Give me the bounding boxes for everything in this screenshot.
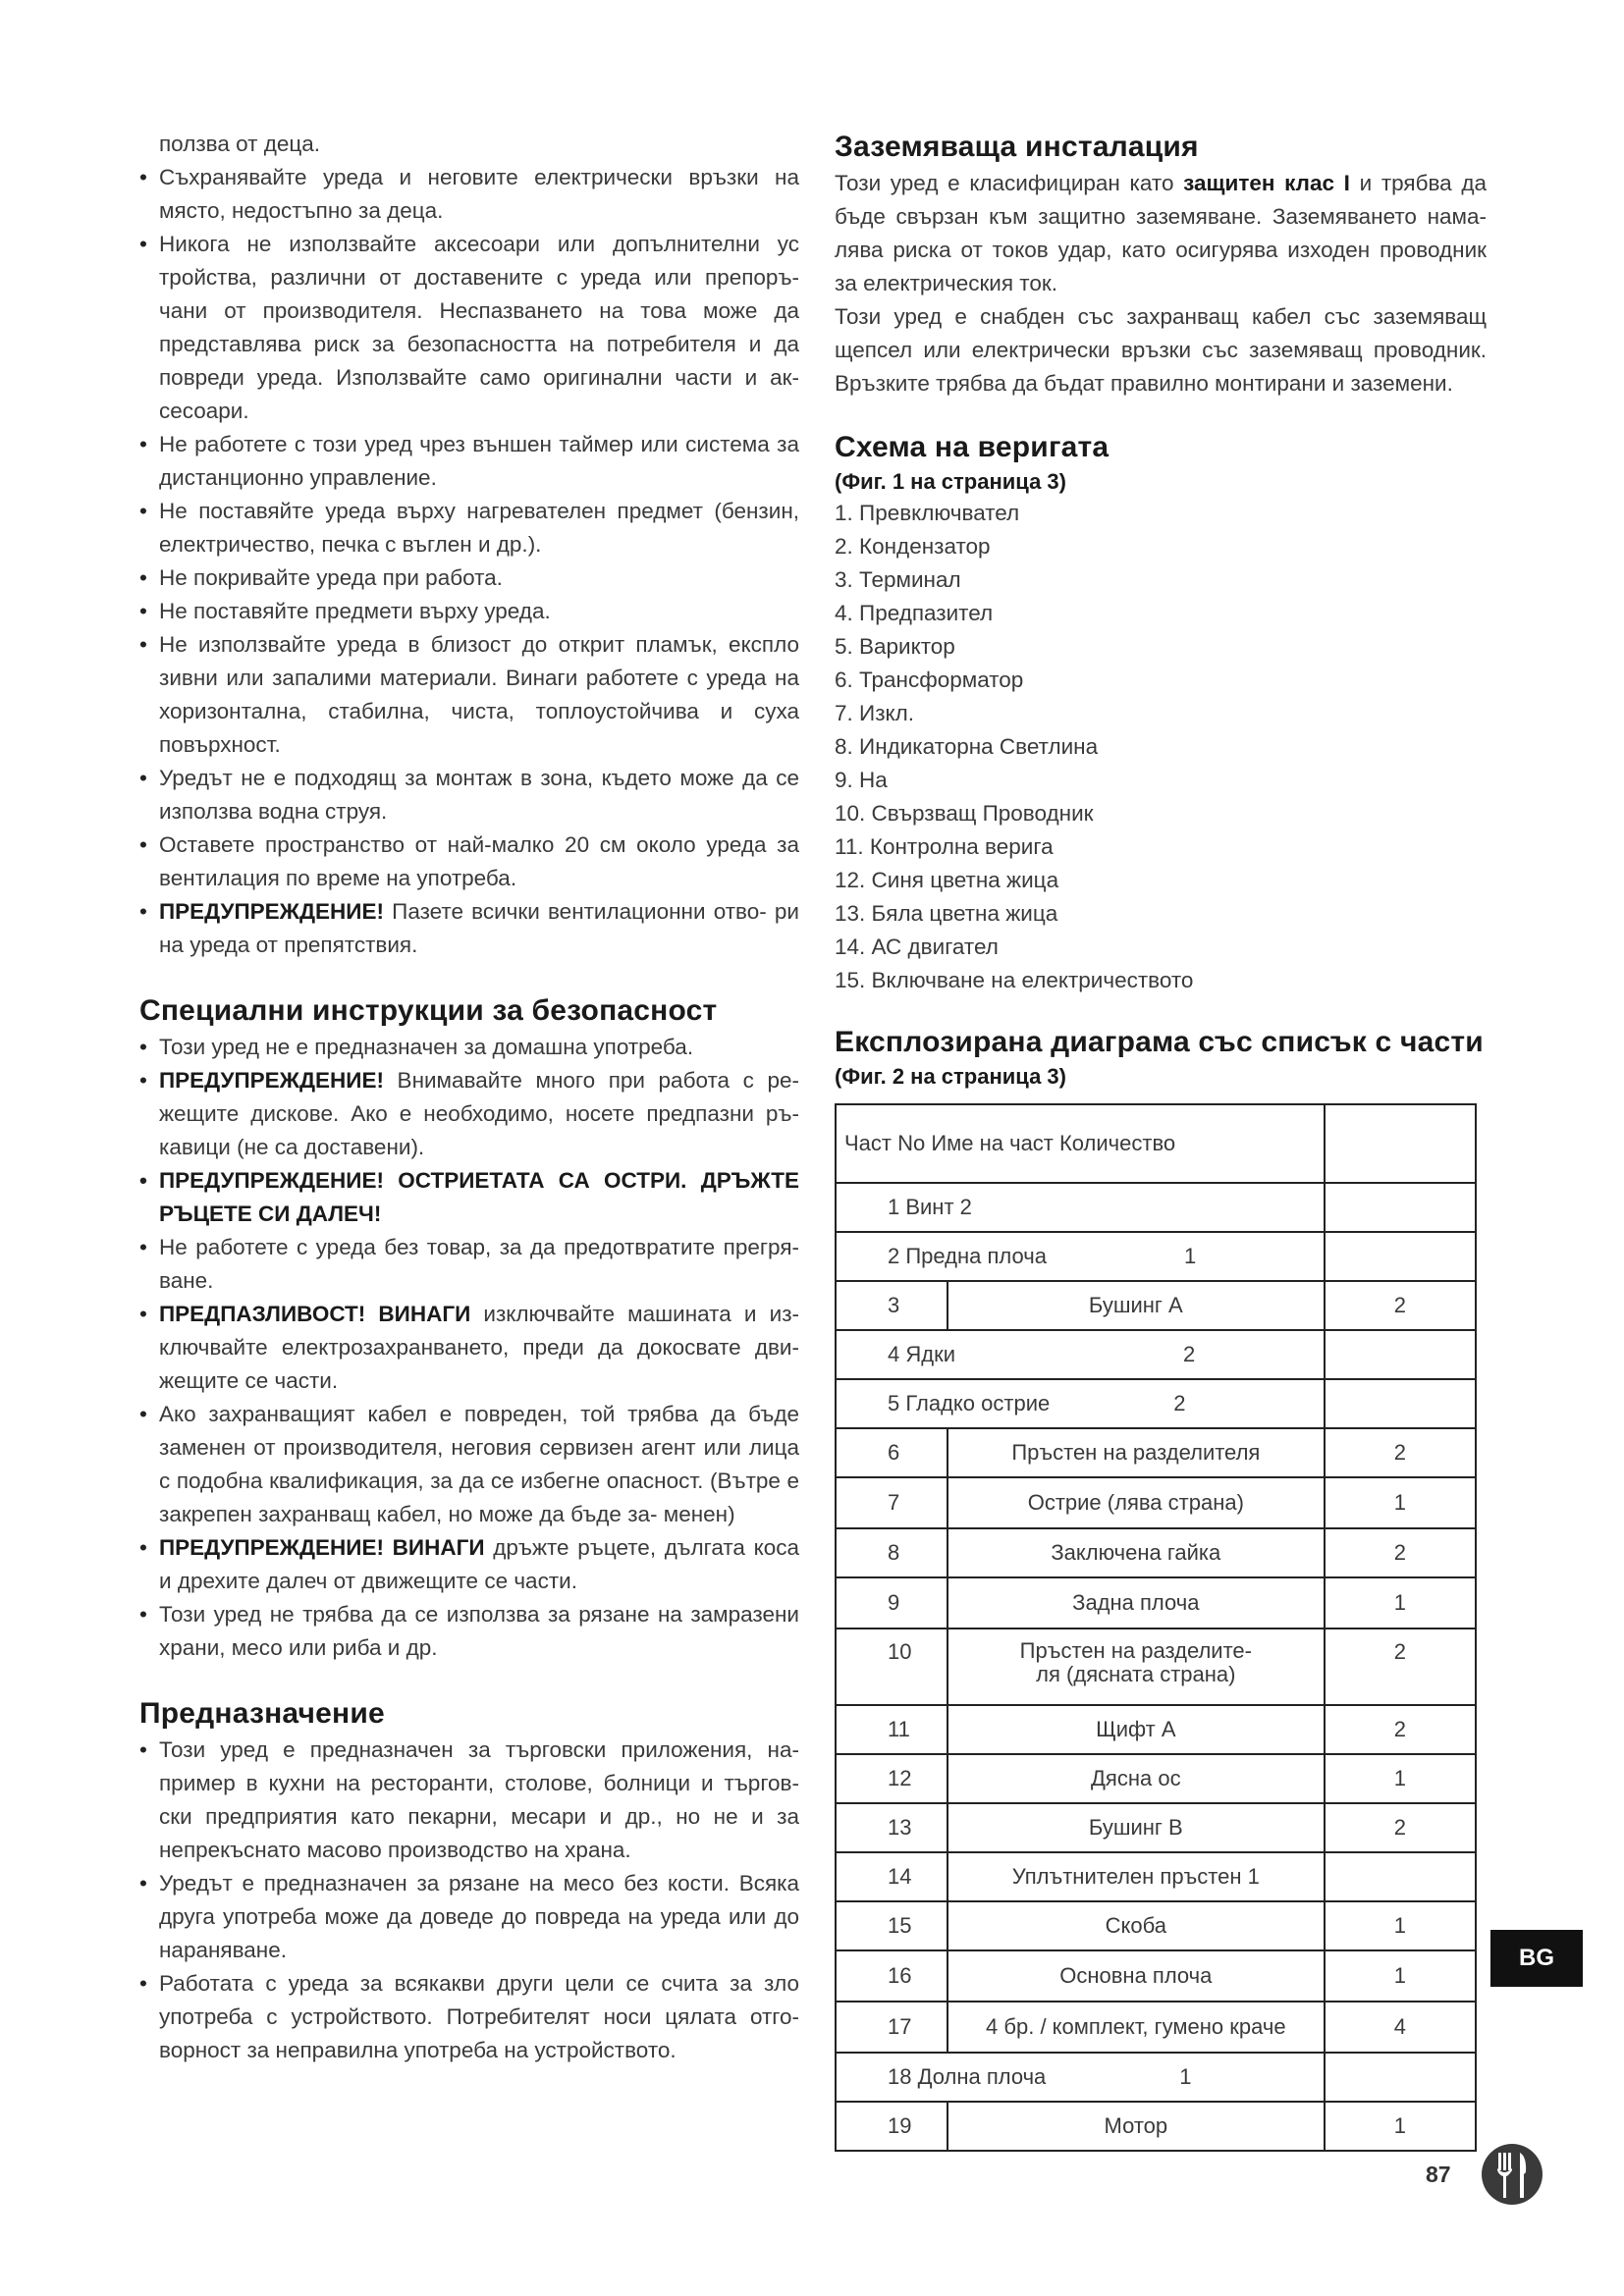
list-item: [139, 1531, 799, 1598]
circuit-figure-ref: (Фиг. 1 на страница 3): [835, 469, 1066, 494]
special-instructions-title: Специални инструкции за безопасност: [139, 994, 718, 1027]
list-item: 15. Включване на електричеството: [835, 968, 1194, 992]
table-row: [836, 2002, 1476, 2053]
list-item: • Не поставяйте уреда върху нагревателен предмет (бензин, електричество, печка с въглен и др.).: [139, 495, 799, 561]
table-cell: [1325, 2053, 1476, 2102]
protection-class: защитен клас I: [1183, 171, 1350, 195]
part-no: 11: [836, 1705, 947, 1754]
part-name-line: ля (дясната страна): [1036, 1662, 1236, 1686]
list-item: • Не използвайте уреда в близост до открит пламък, експло зивни или запалими материали. Винаги работете с уреда на хоризонтална, стабилна, чиста, топлоустойчива и суха повърхност.: [139, 628, 799, 762]
table-row: [836, 1803, 1476, 1852]
list-item: • Този уред е предназначен за търговски приложения, на- пример в кухни на ресторанти, столове, болници и търгов- ски предприятия като пекарни, месари и др., но не и за непрекъснато масово производство на храна.: [139, 1734, 799, 1867]
part-qty: 1: [1325, 1950, 1476, 2002]
list-item: [139, 1298, 799, 1398]
list-item: 11. Контролна верига: [835, 834, 1054, 859]
part-name: Бушинг B: [947, 1803, 1325, 1852]
list-item: [139, 1064, 799, 1164]
language-tab: BG: [1490, 1930, 1583, 1987]
part-no: 14: [836, 1852, 947, 1901]
part-no: 7: [836, 1477, 947, 1528]
part-name-line: Пръстен на разделите-: [1019, 1638, 1252, 1663]
table-row: [836, 2102, 1476, 2151]
table-row: [836, 1754, 1476, 1803]
parts-table: [835, 1103, 1477, 2152]
part-name: Пръстен на разделителя: [947, 1428, 1325, 1477]
list-item: • Уредът не е подходящ за монтаж в зона, където може да се използва водна струя.: [139, 762, 799, 828]
part-qty: 1: [1183, 1244, 1197, 1268]
cutlery-logo-icon: [1481, 2143, 1543, 2206]
part-qty: 2: [1173, 1391, 1186, 1415]
list-item: 10. Свързващ Проводник: [835, 801, 1094, 826]
list-item: • Не поставяйте предмети върху уреда.: [139, 595, 799, 628]
table-row: [836, 1330, 1476, 1379]
list-item: • Съхранявайте уреда и неговите електрически връзки на място, недостъпно за деца.: [139, 161, 799, 228]
table-row: [836, 1477, 1476, 1528]
table-cell: [836, 1330, 1325, 1379]
part-no: 12: [836, 1754, 947, 1803]
list-item: • Уредът е предназначен за рязане на месо без кости. Всяка друга употреба може да доведе до повреда на уреда или до нараняване.: [139, 1867, 799, 1967]
grounding-text: и трябва да бъде свързан към защитно заземяване. Заземяването нама- лява риска от токов удар, като осигурява изходен проводник за електрическия ток.: [835, 171, 1487, 295]
table-header: Част No Име на част Количество: [836, 1104, 1325, 1183]
part-qty: 1: [1325, 1477, 1476, 1528]
part-no: 10: [836, 1629, 947, 1705]
part-no: 15: [836, 1901, 947, 1950]
part-no: 6: [836, 1428, 947, 1477]
parts-title: Експлозирана диаграма със списък с части: [835, 1026, 1484, 1058]
part-no: 9: [836, 1577, 947, 1629]
table-row: [836, 1705, 1476, 1754]
part-qty: 1: [1325, 1754, 1476, 1803]
table-cell: 1 Винт 2: [836, 1183, 1325, 1232]
list-item: 5. Вариктор: [835, 634, 955, 659]
list-item: 6. Трансформатор: [835, 667, 1024, 692]
list-item: 12. Синя цветна жица: [835, 868, 1059, 892]
part-name: Заключена гайка: [947, 1528, 1325, 1577]
part-no: 19: [836, 2102, 947, 2151]
list-item: 4. Предпазител: [835, 601, 994, 625]
part-qty: 1: [1325, 1901, 1476, 1950]
part-name: 5 Гладко острие: [888, 1391, 1051, 1415]
table-cell: [1325, 1232, 1476, 1281]
list-item: • Никога не използвайте аксесоари или допълнителни ус тройства, различни от доставените с уреда или препоръ- чани от производителя. Неспазването на това може да представлява риск за безопасността на потребителя и да повреди уреда. Използвайте само оригинални части и ак- сесоари.: [139, 228, 799, 428]
list-item: 9. На: [835, 768, 888, 792]
part-qty: 2: [1325, 1705, 1476, 1754]
part-name: Щифт А: [947, 1705, 1325, 1754]
part-no: 17: [836, 2002, 947, 2053]
purpose-title: Предназначение: [139, 1697, 385, 1730]
warning-label: ПРЕДУПРЕЖДЕНИЕ!: [159, 899, 384, 924]
table-row: [836, 1629, 1476, 1705]
left-column: [139, 128, 799, 2067]
list-item: • Този уред не е предназначен за домашна употреба.: [139, 1031, 799, 1064]
table-row: [836, 1852, 1476, 1901]
part-name: Острие (лява страна): [947, 1477, 1325, 1528]
part-qty: 2: [1183, 1342, 1196, 1366]
warning-label: ПРЕДУПРЕЖДЕНИЕ! ВИНАГИ: [159, 1535, 485, 1560]
part-name: Бушинг А: [947, 1281, 1325, 1330]
warning-text: Внимавайте много при работа с ре- жещите дискове. Ако е необходимо, носете предпазни ръ- кавици (не са доставени).: [159, 1068, 799, 1159]
part-qty: 1: [1179, 2064, 1192, 2089]
part-name: 18 Долна плоча: [888, 2064, 1047, 2089]
parts-figure-ref: (Фиг. 2 на страница 3): [835, 1064, 1066, 1089]
part-name: Скоба: [947, 1901, 1325, 1950]
table-row: [836, 2053, 1476, 2102]
intro-continuation: ползва от деца.: [159, 132, 320, 156]
table-row: [836, 1577, 1476, 1629]
list-item: 14. АС двигател: [835, 934, 999, 959]
list-item: • Оставете пространство от най-малко 20 см около уреда за вентилация по време на употреба.: [139, 828, 799, 895]
list-item: • Ако захранващият кабел е повреден, той трябва да бъде заменен от производителя, неговия сервизен агент или лица с подобна квалификация, за да се избегне опасност. (Вътре е закрепен захранващ кабел, но може да бъде за- менен): [139, 1398, 799, 1531]
part-no: 8: [836, 1528, 947, 1577]
table-cell: [1325, 1379, 1476, 1428]
grounding-text: Този уред е класифициран като: [835, 171, 1184, 195]
right-column: [835, 128, 1487, 2152]
purpose-list: [139, 1734, 799, 2067]
list-item: 3. Терминал: [835, 567, 961, 592]
part-qty: 2: [1325, 1803, 1476, 1852]
part-qty: 2: [1325, 1629, 1476, 1705]
part-qty: 2: [1325, 1281, 1476, 1330]
part-name: Уплътнителен пръстен 1: [947, 1852, 1325, 1901]
list-item: • Не работете с уреда без товар, за да предотвратите прегря- ване.: [139, 1231, 799, 1298]
part-qty: 2: [1325, 1528, 1476, 1577]
list-item: • Този уред не трябва да се използва за рязане на замразени храни, месо или риба и др.: [139, 1598, 799, 1665]
part-qty: 1: [1325, 2102, 1476, 2151]
part-no: 13: [836, 1803, 947, 1852]
part-name: 4 Ядки: [888, 1342, 955, 1366]
list-item-warning: [139, 895, 799, 962]
table-cell: [836, 1379, 1325, 1428]
table-cell: [1325, 1330, 1476, 1379]
part-name: Дясна ос: [947, 1754, 1325, 1803]
table-cell: [836, 2053, 1325, 2102]
table-header-row: [836, 1104, 1476, 1183]
list-item: 13. Бяла цветна жица: [835, 901, 1058, 926]
list-item: 2. Кондензатор: [835, 534, 991, 559]
circuit-list: [835, 497, 1487, 997]
table-cell: [1325, 1183, 1476, 1232]
table-row: [836, 1950, 1476, 2002]
part-name: Мотор: [947, 2102, 1325, 2151]
table-cell: [836, 1232, 1325, 1281]
part-qty: 1: [1325, 1577, 1476, 1629]
table-row: [836, 1183, 1476, 1232]
part-no: 3: [836, 1281, 947, 1330]
table-row: [836, 1428, 1476, 1477]
part-name: 4 бр. / комплект, гумено краче: [947, 2002, 1325, 2053]
part-name: Задна плоча: [947, 1577, 1325, 1629]
part-name: Основна плоча: [947, 1950, 1325, 2002]
caution-text: изключвайте машината и из- ключвайте електрозахранването, преди да докосвате дви- жещите се части.: [159, 1302, 799, 1393]
grounding-paragraph-1: [835, 167, 1487, 300]
part-name: [947, 1629, 1325, 1705]
special-list: [139, 1031, 799, 1665]
grounding-title: Заземяваща инсталация: [835, 131, 1199, 163]
table-row: [836, 1379, 1476, 1428]
table-cell: [1325, 1852, 1476, 1901]
grounding-paragraph-2: Този уред е снабден със захранващ кабел със заземяващ щепсел или електрически връзки със заземяващ проводник. Връзките трябва да бъдат правилно монтирани и заземени.: [835, 304, 1487, 396]
warning-text: дръжте ръцете, дългата коса и дрехите далеч от движещите се части.: [159, 1535, 799, 1593]
warning-text: Пазете всички вентилационни отво- ри на уреда от препятствия.: [159, 899, 799, 957]
list-item: • Не покривайте уреда при работа.: [139, 561, 799, 595]
caution-label: ПРЕДПАЗЛИВОСТ! ВИНАГИ: [159, 1302, 471, 1326]
page-number: 87: [1426, 2162, 1451, 2187]
list-item: 7. Изкл.: [835, 701, 914, 725]
list-item: 1. Превключвател: [835, 501, 1020, 525]
list-item: 8. Индикаторна Светлина: [835, 734, 1099, 759]
table-row: [836, 1528, 1476, 1577]
table-row: [836, 1232, 1476, 1281]
part-no: 16: [836, 1950, 947, 2002]
table-row: [836, 1901, 1476, 1950]
warning-label: ПРЕДУПРЕЖДЕНИЕ!: [159, 1068, 384, 1093]
list-item: • Работата с уреда за всякакви други цели се счита за зло употреба с устройството. Потребителят носи цялата отго- ворност за неправилна употреба на устройството.: [139, 1967, 799, 2067]
circuit-title: Схема на веригата: [835, 431, 1110, 463]
list-item: • Не работете с този уред чрез външен таймер или система за дистанционно управление.: [139, 428, 799, 495]
list-item: • ПРЕДУПРЕЖДЕНИЕ! ОСТРИЕТАТА СА ОСТРИ. ДРЪЖТЕ РЪЦЕТЕ СИ ДАЛЕЧ!: [139, 1164, 799, 1231]
part-qty: 4: [1325, 2002, 1476, 2053]
part-name: 2 Предна плоча: [888, 1244, 1047, 1268]
part-qty: 2: [1325, 1428, 1476, 1477]
table-cell: [1325, 1104, 1476, 1183]
safety-list: [139, 161, 799, 962]
table-row: [836, 1281, 1476, 1330]
